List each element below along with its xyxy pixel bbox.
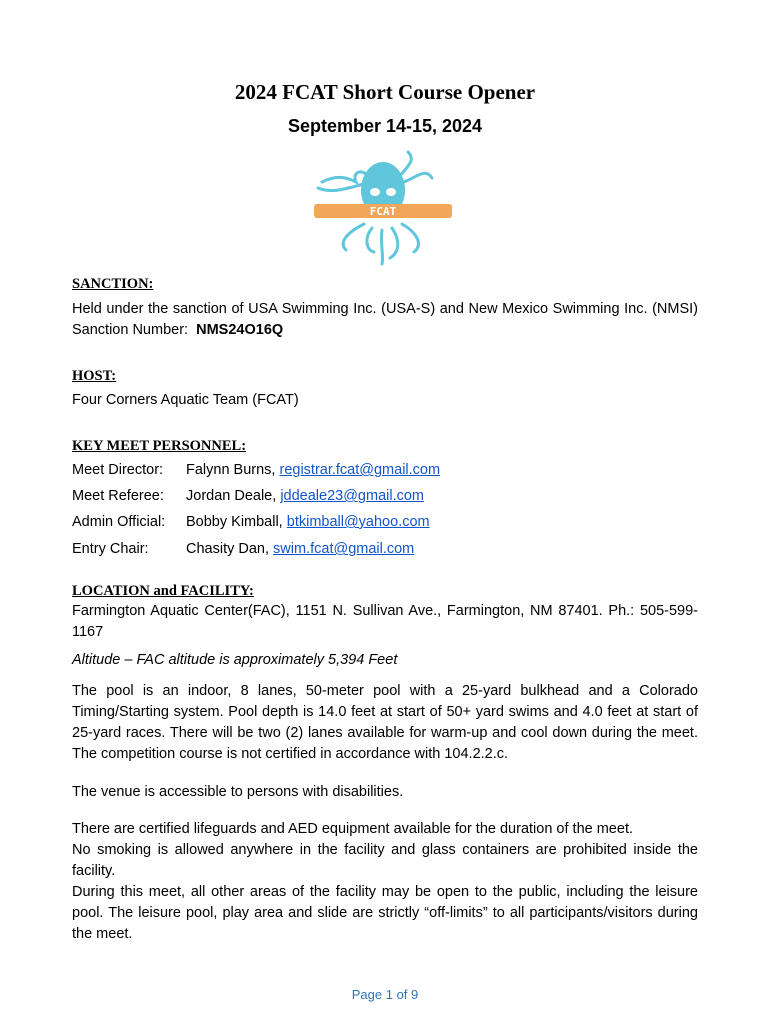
personnel-role: Meet Referee: xyxy=(72,488,164,504)
personnel-row xyxy=(72,514,430,530)
pool-description: The pool is an indoor, 8 lanes, 50-meter pool with a 25-yard bulkhead and a Colorado Timing/Starting system. Pool depth is 14.0 feet at start of 50+ yard swims and 4.0 feet at start of 25-yard races. There will be two (2) lanes available for warm-up and cool down during the meet. The competition course is not certified in accordance with 104.2.2.c. xyxy=(72,683,698,762)
personnel-name: Jordan Deale, xyxy=(186,488,277,504)
personnel-role: Meet Director: xyxy=(72,462,164,478)
sanction-heading: SANCTION: xyxy=(72,276,154,292)
personnel-name: Falynn Burns, xyxy=(186,462,276,478)
logo-text: FCAT xyxy=(369,205,397,218)
public-access-note: During this meet, all other areas of the facility may be open to the public, including the leisure pool. The leisure pool, play area and slide are strictly “off-limits” to all participants/visitors during the meet. xyxy=(72,884,698,942)
personnel-row xyxy=(72,488,424,504)
personnel-name: Bobby Kimball, xyxy=(186,514,283,530)
sanction-number: NMS24O16Q xyxy=(196,322,284,338)
sanction-text: Held under the sanction of USA Swimming Inc. (USA-S) and New Mexico Swimming Inc. (NMSI) Sanction Number: NMS24O16Q xyxy=(72,301,698,338)
personnel-row xyxy=(72,541,414,557)
accessibility-note: The venue is accessible to persons with disabilities. xyxy=(72,784,404,800)
host-text: Four Corners Aquatic Team (FCAT) xyxy=(72,392,299,408)
email-link[interactable]: jddeale23@gmail.com xyxy=(280,488,424,504)
location-heading: LOCATION and FACILITY: xyxy=(72,583,254,599)
personnel-role: Entry Chair: xyxy=(72,541,149,557)
email-link[interactable]: registrar.fcat@gmail.com xyxy=(279,462,441,478)
location-address: Farmington Aquatic Center(FAC), 1151 N. Sullivan Ave., Farmington, NM 87401. Ph.: 505-599-1167 xyxy=(72,603,698,640)
safety-note: There are certified lifeguards and AED equipment available for the duration of the meet. xyxy=(72,821,633,837)
altitude-note: Altitude – FAC altitude is approximately 5,394 Feet xyxy=(72,652,398,668)
personnel-row xyxy=(72,462,440,478)
personnel-heading: KEY MEET PERSONNEL: xyxy=(72,438,247,454)
document-title: 2024 FCAT Short Course Opener xyxy=(234,80,536,104)
page-number: Page 1 of 9 xyxy=(351,987,419,1002)
octopus-logo-icon xyxy=(308,148,456,266)
host-heading: HOST: xyxy=(72,368,117,384)
personnel-name: Chasity Dan, xyxy=(186,541,270,557)
email-link[interactable]: btkimball@yahoo.com xyxy=(286,514,430,530)
email-link[interactable]: swim.fcat@gmail.com xyxy=(273,541,415,557)
personnel-role: Admin Official: xyxy=(72,514,166,530)
meet-dates: September 14-15, 2024 xyxy=(287,116,483,136)
smoking-note: No smoking is allowed anywhere in the facility and glass containers are prohibited inside the facility. xyxy=(72,842,698,879)
